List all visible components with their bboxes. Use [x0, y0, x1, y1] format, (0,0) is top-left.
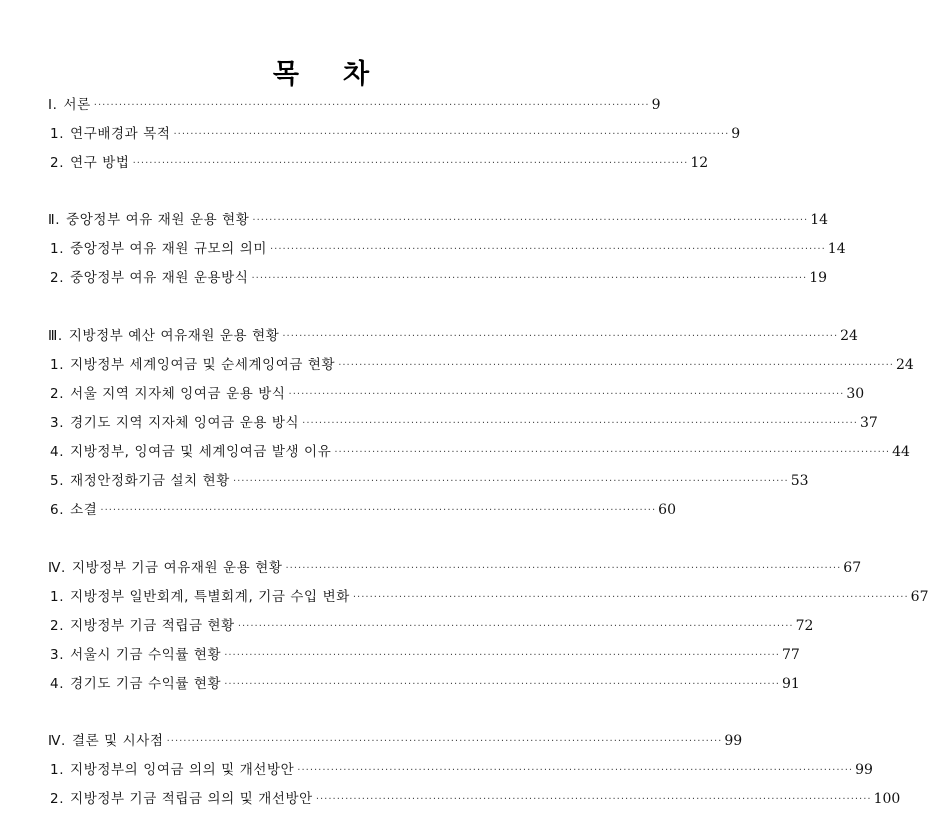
toc-section-title [48, 209, 252, 231]
toc-item[interactable] [50, 412, 878, 434]
toc-item-title [50, 152, 133, 174]
page-number: 99 [855, 762, 873, 778]
item-number: 2. [50, 618, 65, 634]
item-label: 재정안정화기금 설치 현황 [70, 473, 230, 489]
item-number: 1. [50, 589, 65, 605]
toc-item[interactable] [50, 123, 741, 145]
item-number: 1. [50, 762, 65, 778]
dot-leader: ····································································································································· [297, 765, 854, 776]
section-numeral: Ⅳ. [48, 733, 66, 749]
dot-leader: ····································································································································· [302, 418, 858, 429]
item-number: 6. [50, 502, 65, 518]
item-label: 경기도 기금 수익률 현황 [70, 676, 222, 692]
page-number: 60 [658, 502, 676, 518]
dot-leader: ····································································································································· [224, 650, 780, 661]
page-number: 24 [895, 357, 914, 373]
item-label: 경기도 지역 지자체 잉여금 운용 방식 [70, 415, 300, 431]
page-number: 14 [810, 212, 829, 228]
page-number: 67 [843, 560, 862, 576]
dot-leader: ····································································································································· [282, 331, 839, 342]
dot-leader: ····································································································································· [251, 273, 808, 284]
item-label: 서울 지역 지자체 잉여금 운용 방식 [70, 386, 286, 402]
toc-item-title [50, 673, 224, 695]
item-label: 지방정부 기금 적립금 의의 및 개선방안 [70, 791, 313, 807]
section-numeral: Ⅳ. [48, 560, 66, 576]
item-number: 3. [50, 647, 65, 663]
toc-section-4[interactable] [48, 557, 862, 579]
item-number: 2. [50, 791, 65, 807]
item-label: 지방정부 세계잉여금 및 순세계잉여금 현황 [70, 357, 336, 373]
page-number: 100 [873, 791, 901, 807]
toc-item[interactable] [50, 441, 910, 463]
item-label: 연구배경과 목적 [70, 126, 171, 142]
dot-leader: ····································································································································· [232, 476, 789, 487]
toc-item-title [50, 354, 338, 376]
toc-item-title [50, 586, 353, 608]
dot-leader: ····································································································································· [270, 244, 826, 255]
toc-item[interactable] [50, 152, 709, 174]
toc-item[interactable] [50, 383, 865, 405]
dot-leader: ····································································································································· [338, 360, 894, 371]
toc-item[interactable] [50, 354, 914, 376]
item-number: 2. [50, 270, 65, 286]
dot-leader: ····································································································································· [132, 158, 689, 169]
section-label: 결론 및 시사점 [71, 733, 164, 749]
page-number: 91 [781, 676, 800, 692]
item-label: 연구 방법 [70, 155, 130, 171]
toc-item[interactable] [50, 788, 901, 810]
toc-section-title [48, 325, 282, 347]
title-char-2: 차 [343, 59, 372, 90]
item-label: 소결 [70, 502, 98, 518]
dot-leader: ····································································································································· [237, 621, 794, 632]
item-label: 중앙정부 여유 재원 운용방식 [70, 270, 249, 286]
item-number: 2. [50, 386, 65, 402]
toc-item[interactable] [50, 470, 809, 492]
item-label: 지방정부의 잉여금 의의 및 개선방안 [70, 762, 295, 778]
section-label: 서론 [63, 97, 91, 113]
item-label: 서울시 기금 수익률 현황 [70, 647, 222, 663]
toc-item-title [50, 383, 289, 405]
dot-leader: ····································································································································· [315, 794, 872, 805]
item-number: 4. [50, 676, 65, 692]
dot-leader: ····································································································································· [252, 215, 809, 226]
page-title [0, 52, 644, 91]
page-number: 44 [892, 444, 910, 460]
item-label: 지방정부 일반회계, 특별회계, 기금 수입 변화 [70, 589, 350, 605]
page-number: 14 [827, 241, 846, 257]
item-number: 2. [50, 155, 65, 171]
page-number: 67 [910, 589, 928, 605]
toc-item-title [50, 267, 251, 289]
item-number: 1. [50, 126, 65, 142]
item-label: 중앙정부 여유 재원 규모의 의미 [70, 241, 267, 257]
page-number: 72 [795, 618, 814, 634]
section-numeral: Ⅱ. [48, 212, 61, 228]
dot-leader: ····································································································································· [166, 736, 723, 747]
page-number: 77 [781, 647, 800, 663]
item-number: 3. [50, 415, 65, 431]
toc-item-title [50, 615, 238, 637]
toc-section-5[interactable] [48, 730, 743, 752]
page-number: 99 [724, 733, 743, 749]
toc-item-title [50, 441, 334, 463]
toc-item-title [50, 412, 302, 434]
toc-item-title [50, 123, 173, 145]
toc-item-title [50, 788, 316, 810]
dot-leader: ····································································································································· [288, 389, 845, 400]
toc-item[interactable] [50, 644, 800, 666]
page-number: 53 [790, 473, 809, 489]
dot-leader: ····································································································································· [334, 447, 891, 458]
toc-item[interactable] [50, 673, 800, 695]
toc-section-3[interactable] [48, 325, 858, 347]
item-number: 5. [50, 473, 65, 489]
section-numeral: Ⅲ. [48, 328, 63, 344]
page-number: 9 [651, 97, 661, 113]
section-label: 지방정부 기금 여유재원 운용 현황 [71, 560, 283, 576]
toc-section-1[interactable] [48, 94, 661, 116]
dot-leader: ····································································································································· [100, 505, 657, 516]
dot-leader: ····································································································································· [173, 129, 730, 140]
dot-leader: ····································································································································· [285, 563, 842, 574]
page-number: 30 [846, 386, 865, 402]
toc-item[interactable] [50, 499, 676, 521]
dot-leader: ····································································································································· [224, 679, 780, 690]
item-label: 지방정부 기금 적립금 현황 [70, 618, 235, 634]
page-number: 19 [809, 270, 828, 286]
section-numeral: Ⅰ. [48, 97, 58, 113]
toc-item-title [50, 759, 297, 781]
title-char-1: 목 [272, 59, 301, 90]
section-label: 지방정부 예산 여유재원 운용 현황 [68, 328, 280, 344]
page-number: 24 [840, 328, 858, 344]
item-label: 지방정부, 잉여금 및 세계잉여금 발생 이유 [70, 444, 332, 460]
page-number: 12 [690, 155, 709, 171]
toc-item[interactable] [50, 238, 846, 260]
page-number: 9 [731, 126, 741, 142]
toc-item[interactable] [50, 586, 928, 608]
dot-leader: ····································································································································· [352, 592, 909, 603]
toc-section-title [48, 557, 286, 579]
item-number: 1. [50, 357, 65, 373]
item-number: 1. [50, 241, 65, 257]
toc-item[interactable] [50, 615, 814, 637]
toc-item-title [50, 499, 100, 521]
toc-item-title [50, 644, 224, 666]
toc-item-title [50, 238, 270, 260]
toc-item[interactable] [50, 759, 873, 781]
toc-item[interactable] [50, 267, 828, 289]
toc-section-title [48, 94, 94, 116]
dot-leader: ····································································································································· [93, 100, 650, 111]
toc-section-2[interactable] [48, 209, 829, 231]
item-number: 4. [50, 444, 65, 460]
section-label: 중앙정부 여유 재원 운용 현황 [66, 212, 250, 228]
toc-section-title [48, 730, 167, 752]
toc-item-title [50, 470, 233, 492]
page-number: 37 [859, 415, 878, 431]
